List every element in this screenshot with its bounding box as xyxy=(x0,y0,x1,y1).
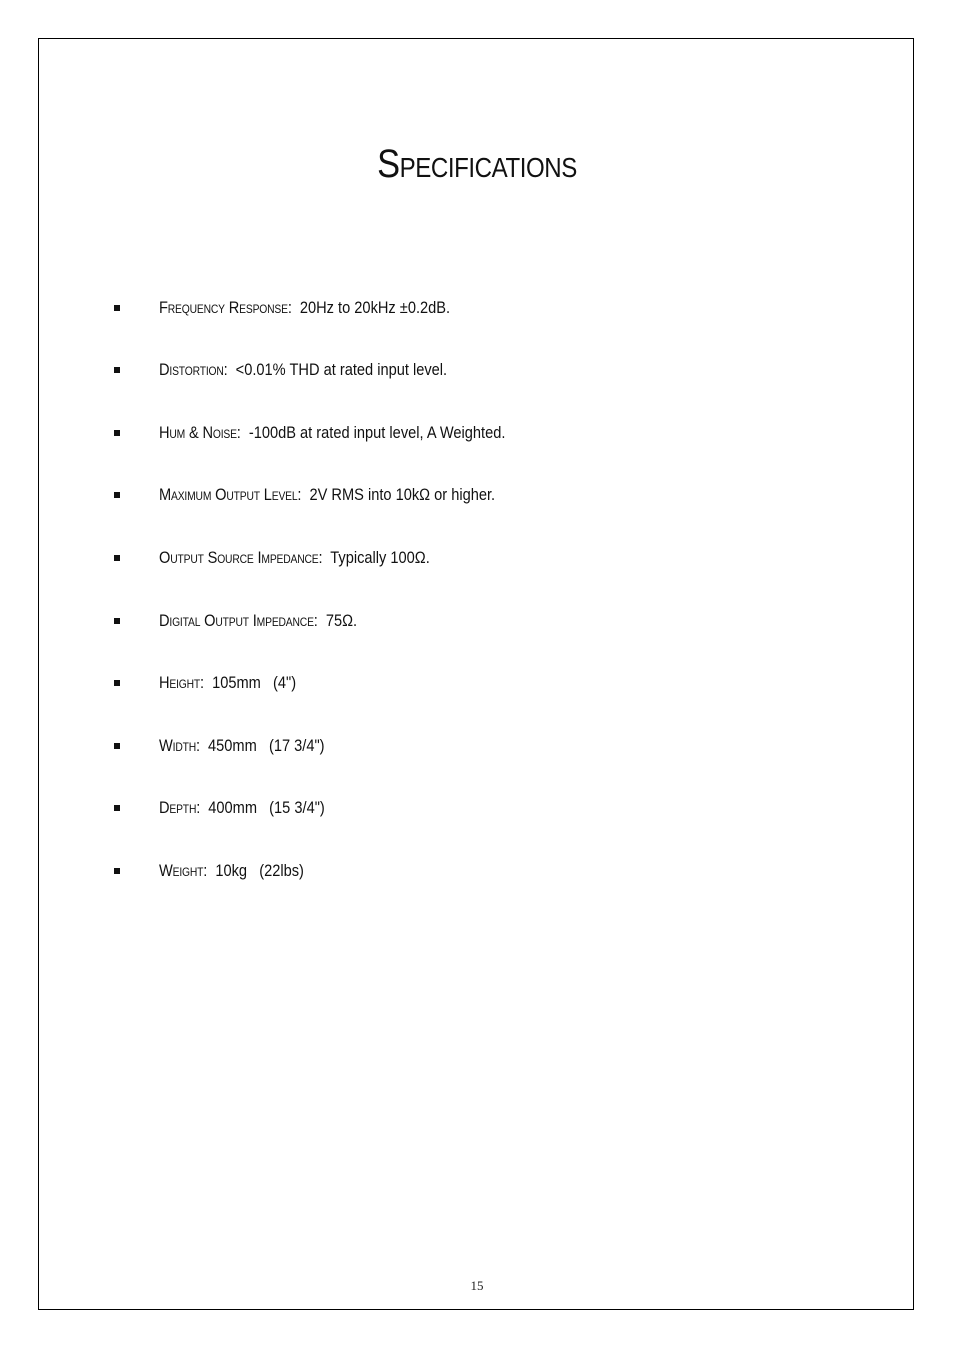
bullet-icon xyxy=(114,743,120,749)
spec-digital-output-impedance xyxy=(114,609,389,633)
spec-value: 75Ω. xyxy=(317,611,358,630)
spec-value: 10kg (22lbs) xyxy=(207,861,304,880)
bullet-icon xyxy=(114,430,120,436)
bullet-icon xyxy=(114,367,120,373)
bullet-icon xyxy=(114,492,120,498)
spec-value: 20Hz to 20kHz ±0.2dB. xyxy=(291,298,451,317)
spec-hum-noise xyxy=(114,421,562,445)
spec-height xyxy=(114,671,318,695)
bullet-icon xyxy=(114,680,120,686)
spec-output-source-impedance xyxy=(114,546,474,570)
spec-value: Typically 100Ω. xyxy=(322,548,430,567)
spec-value: -100dB at rated input level, A Weighted. xyxy=(240,423,506,442)
spec-weight xyxy=(114,859,328,883)
spec-value: 450mm (17 3/4") xyxy=(199,736,325,755)
spec-label: Maximum Output Level: xyxy=(159,485,302,504)
spec-label: Output Source Impedance: xyxy=(159,548,323,567)
page-title: Specifications xyxy=(377,142,577,186)
spec-label: Weight: xyxy=(159,861,208,880)
page-number: 15 xyxy=(470,1278,484,1293)
spec-label: Digital Output Impedance: xyxy=(159,611,318,630)
spec-label: Height: xyxy=(159,673,204,692)
spec-distortion xyxy=(114,358,494,382)
spec-value: 2V RMS into 10kΩ or higher. xyxy=(301,485,496,504)
spec-depth xyxy=(114,796,352,820)
spec-label: Width: xyxy=(159,736,200,755)
spec-label: Distortion: xyxy=(159,360,228,379)
spec-value: 400mm (15 3/4") xyxy=(200,798,325,817)
spec-label: Frequency Response: xyxy=(159,298,292,317)
spec-label: Hum & Noise: xyxy=(159,423,241,442)
spec-width xyxy=(114,734,352,758)
spec-label: Depth: xyxy=(159,798,201,817)
bullet-icon xyxy=(114,618,120,624)
bullet-icon xyxy=(114,868,120,874)
bullet-icon xyxy=(114,555,120,561)
spec-frequency-response xyxy=(114,296,498,320)
spec-value: <0.01% THD at rated input level. xyxy=(227,360,448,379)
bullet-icon xyxy=(114,305,120,311)
spec-maximum-output-level xyxy=(114,483,550,507)
spec-value: 105mm (4") xyxy=(203,673,297,692)
bullet-icon xyxy=(114,805,120,811)
